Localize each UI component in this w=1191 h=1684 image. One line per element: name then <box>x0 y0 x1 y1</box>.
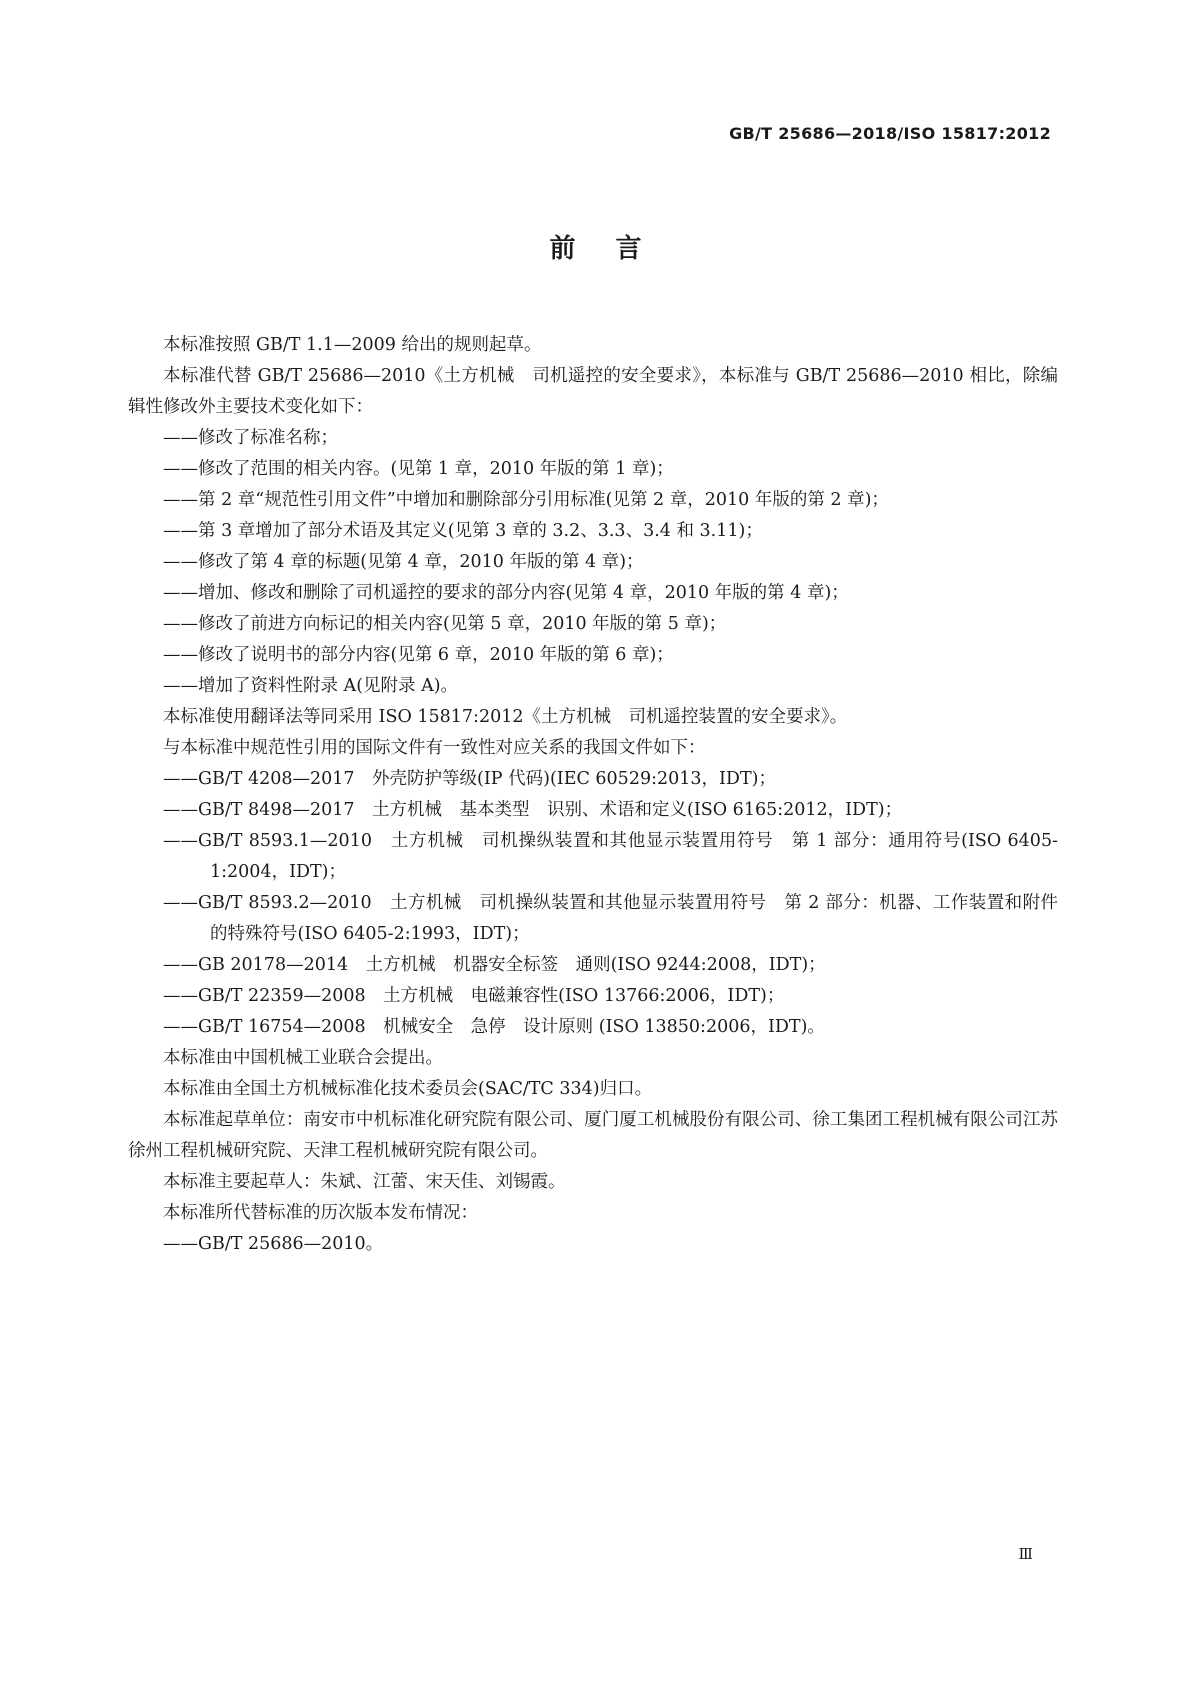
list-item: ——增加了资料性附录 A(见附录 A)。 <box>163 676 459 696</box>
paragraph: 本标准由中国机械工业联合会提出。 <box>163 1048 443 1068</box>
page-title: 前言 <box>549 234 682 264</box>
list-item: ——第 3 章增加了部分术语及其定义(见第 3 章的 3.2、3.3、3.4 和 3.11)； <box>163 521 763 541</box>
list-item: ——修改了说明书的部分内容(见第 6 章，2010 年版的第 6 章)； <box>163 645 674 665</box>
list-item: ——GB/T 4208—2017 外壳防护等级(IP 代码)(IEC 60529:2013，IDT)； <box>163 769 776 789</box>
paragraph: 本标准起草单位：南安市中机标准化研究院有限公司、厦门厦工机械股份有限公司、徐工集团工程机械有限公司江苏徐州工程机械研究院、天津工程机械研究院有限公司。 <box>128 1110 1058 1161</box>
paragraph: 本标准主要起草人：朱斌、江蕾、宋天佳、刘锡霞。 <box>163 1172 566 1192</box>
paragraph: 本标准按照 GB/T 1.1—2009 给出的规则起草。 <box>163 335 542 355</box>
list-item: ——增加、修改和删除了司机遥控的要求的部分内容(见第 4 章，2010 年版的第 4 章)； <box>163 583 849 603</box>
list-item: ——第 2 章“规范性引用文件”中增加和删除部分引用标准(见第 2 章，2010 年版的第 2 章)； <box>163 490 889 510</box>
list-item: ——GB/T 8498—2017 土方机械 基本类型 识别、术语和定义(ISO 6165:2012，IDT)； <box>163 800 903 820</box>
list-item: ——修改了标准名称； <box>163 428 338 448</box>
page-number: Ⅲ <box>1018 1545 1033 1563</box>
list-item: ——GB/T 22359—2008 土方机械 电磁兼容性(ISO 13766:2006，IDT)； <box>163 986 785 1006</box>
list-item: ——GB/T 8593.1—2010 土方机械 司机操纵装置和其他显示装置用符号 第 1 部分：通用符号(ISO 6405-1:2004，IDT)； <box>163 831 1058 882</box>
list-item: ——修改了前进方向标记的相关内容(见第 5 章，2010 年版的第 5 章)； <box>163 614 727 634</box>
foreword-body <box>128 330 1058 1260</box>
paragraph: 本标准代替 GB/T 25686—2010《土方机械 司机遥控的安全要求》，本标准与 GB/T 25686—2010 相比，除编辑性修改外主要技术变化如下： <box>128 366 1058 417</box>
paragraph: 本标准所代替标准的历次版本发布情况： <box>163 1203 478 1223</box>
list-item: ——修改了第 4 章的标题(见第 4 章，2010 年版的第 4 章)； <box>163 552 644 572</box>
standard-code-header: GB/T 25686—2018/ISO 15817:2012 <box>729 124 1051 143</box>
list-item: ——GB 20178—2014 土方机械 机器安全标签 通则(ISO 9244:2008，IDT)； <box>163 955 826 975</box>
list-item: ——修改了范围的相关内容。(见第 1 章，2010 年版的第 1 章)； <box>163 459 674 479</box>
list-item: ——GB/T 8593.2—2010 土方机械 司机操纵装置和其他显示装置用符号 第 2 部分：机器、工作装置和附件的特殊符号(ISO 6405-2:1993，IDT)； <box>163 893 1058 944</box>
paragraph: 与本标准中规范性引用的国际文件有一致性对应关系的我国文件如下： <box>163 738 706 758</box>
paragraph: 本标准使用翻译法等同采用 ISO 15817:2012《土方机械 司机遥控装置的安全要求》。 <box>163 707 848 727</box>
list-item: ——GB/T 16754—2008 机械安全 急停 设计原则 (ISO 13850:2006，IDT)。 <box>163 1017 825 1037</box>
paragraph: 本标准由全国土方机械标准化技术委员会(SAC/TC 334)归口。 <box>163 1079 653 1099</box>
list-item: ——GB/T 25686—2010。 <box>163 1234 384 1254</box>
